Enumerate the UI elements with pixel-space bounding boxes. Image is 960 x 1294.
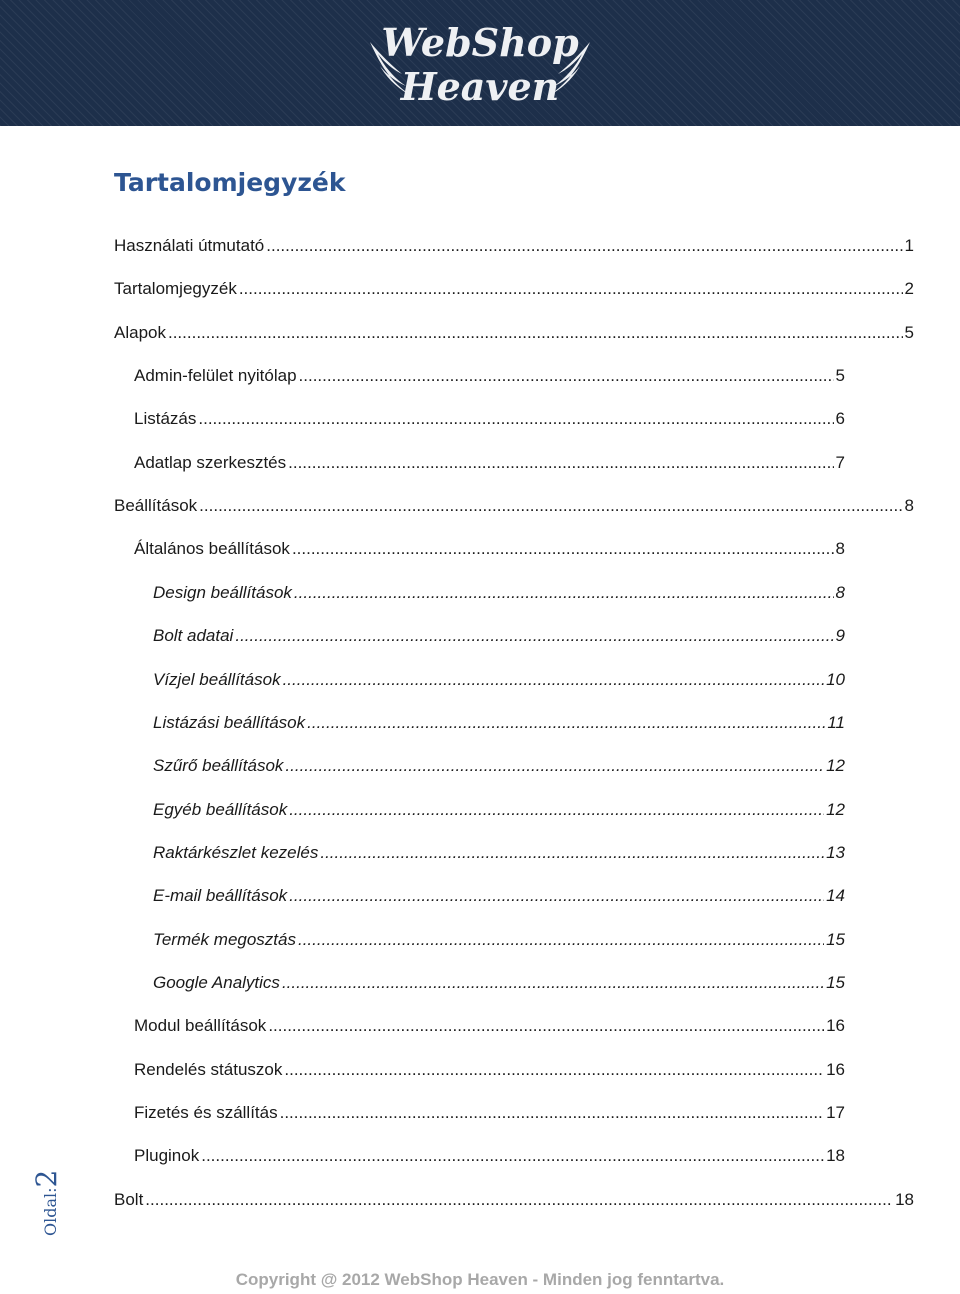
toc-entry-page: 17 (826, 1103, 845, 1122)
toc-entry-label: Termék megosztás (153, 929, 296, 949)
page-number-value: 2 (30, 1169, 63, 1188)
toc-entry-page: 11 (827, 712, 845, 732)
toc-dot-leader (201, 1146, 824, 1166)
toc-entry-label: Design beállítások (153, 582, 292, 602)
toc-entry-label: Alapok (114, 322, 166, 342)
toc-entry-page: 5 (835, 366, 845, 386)
toc-entry-page: 15 (826, 929, 845, 949)
toc-entry-label: Szűrő beállítások (153, 756, 284, 776)
toc-entry-page: 13 (826, 842, 845, 862)
toc-entry-page: 18 (826, 1146, 845, 1166)
toc-entry-page: 8 (904, 496, 914, 516)
toc-entry-page: 5 (904, 322, 914, 342)
toc-entry-label: Fizetés és szállítás (134, 1103, 278, 1122)
toc-entry-label: Beállítások (114, 496, 198, 516)
toc-entry-page: 8 (835, 582, 845, 602)
toc-entry-page: 16 (826, 1016, 845, 1036)
toc-dot-leader (283, 670, 825, 690)
toc-entry-label: Bolt (114, 1189, 144, 1209)
toc-entry[interactable] (153, 973, 845, 999)
toc-dot-leader (307, 713, 825, 733)
toc-entry-page: 12 (826, 799, 845, 819)
toc-entry-label: Admin-felület nyitólap (134, 366, 297, 386)
toc-dot-leader (280, 1103, 824, 1123)
toc-entry-page: 15 (826, 972, 845, 992)
logo-graphic (360, 4, 600, 116)
toc-dot-leader (294, 583, 834, 603)
toc-dot-leader (284, 1060, 824, 1080)
toc-entry[interactable] (134, 1103, 845, 1129)
toc-entry[interactable] (114, 236, 914, 262)
toc-entry-label: Egyéb beállítások (153, 799, 288, 819)
toc-entry-page: 14 (826, 886, 845, 906)
toc-entry-label: E-mail beállítások (153, 886, 288, 906)
toc-dot-leader (282, 973, 824, 993)
toc-entry[interactable] (153, 800, 845, 826)
toc-entry-label: Használati útmutató (114, 236, 265, 255)
toc-entry[interactable] (153, 886, 845, 912)
copyright-footer: Copyright @ 2012 WebShop Heaven - Minden jog fenntartva. (235, 1270, 725, 1289)
toc-dot-leader (235, 626, 833, 646)
toc-dot-leader (266, 236, 902, 256)
toc-entry[interactable] (153, 843, 845, 869)
logo-text-line2: Heaven (400, 64, 560, 109)
toc-entry-label: Listázási beállítások (153, 712, 306, 732)
toc-entry-page: 10 (826, 669, 845, 689)
toc-dot-leader (289, 886, 824, 906)
toc-dot-leader (289, 800, 824, 820)
toc-dot-leader (239, 279, 903, 299)
toc-dot-leader (268, 1016, 824, 1036)
header-banner (0, 0, 960, 126)
toc-entry-label: Listázás (134, 409, 197, 429)
toc-dot-leader (168, 323, 903, 343)
toc-dot-leader (288, 453, 833, 473)
toc-dot-leader (298, 930, 824, 950)
toc-entry[interactable] (134, 409, 845, 435)
toc-entry-label: Raktárkészlet kezelés (153, 842, 319, 862)
toc-entry-page: 12 (826, 756, 845, 776)
toc-entry[interactable] (153, 756, 845, 782)
toc-entry-page: 8 (835, 539, 845, 559)
webshop-heaven-logo (360, 4, 600, 116)
toc-entry-label: Általános beállítások (134, 539, 290, 559)
page-number-label (30, 1170, 63, 1236)
toc-entry-page: 2 (904, 279, 914, 299)
toc-entry[interactable] (153, 626, 845, 652)
logo-text-line1: WebShop (381, 20, 579, 65)
toc-entry-label: Rendelés státuszok (134, 1059, 283, 1079)
toc-entry[interactable] (114, 323, 914, 349)
toc-entry-page: 18 (895, 1189, 914, 1209)
toc-dot-leader (320, 843, 824, 863)
toc-entry[interactable] (134, 453, 845, 479)
toc-dot-leader (198, 409, 833, 429)
toc-entry-page: 1 (904, 236, 914, 255)
toc-dot-leader (199, 496, 902, 516)
toc-dot-leader (285, 756, 824, 776)
toc-entry-label: Modul beállítások (134, 1016, 267, 1036)
toc-entry[interactable] (153, 670, 845, 696)
toc-entry-label: Tartalomjegyzék (114, 279, 237, 299)
toc-entry[interactable] (153, 713, 845, 739)
toc-entry[interactable] (114, 496, 914, 522)
toc-dot-leader (299, 366, 834, 386)
toc-entry[interactable] (114, 279, 914, 305)
toc-entry-label: Adatlap szerkesztés (134, 452, 287, 472)
toc-entry-page: 6 (835, 409, 845, 429)
toc-entry-label: Bolt adatai (153, 626, 234, 646)
toc-entry[interactable] (153, 583, 845, 609)
toc-entry-label: Pluginok (134, 1146, 200, 1166)
toc-entry-page: 9 (835, 626, 845, 646)
toc-entry[interactable] (134, 1146, 845, 1172)
toc-entry-label: Google Analytics (153, 972, 280, 992)
toc-entry[interactable] (134, 1016, 845, 1042)
toc-entry[interactable] (134, 366, 845, 392)
toc-entry-label: Vízjel beállítások (153, 669, 281, 689)
toc-entry[interactable] (134, 539, 845, 565)
toc-entry[interactable] (114, 1190, 914, 1216)
page-label-text: Oldal: (41, 1187, 60, 1236)
page-title: Tartalomjegyzék (114, 168, 346, 197)
toc-entry-page: 16 (826, 1059, 845, 1079)
toc-entry-page: 7 (835, 452, 845, 472)
toc-dot-leader (145, 1190, 893, 1210)
toc-entry[interactable] (153, 930, 845, 956)
toc-entry[interactable] (134, 1060, 845, 1086)
toc-dot-leader (292, 539, 834, 559)
